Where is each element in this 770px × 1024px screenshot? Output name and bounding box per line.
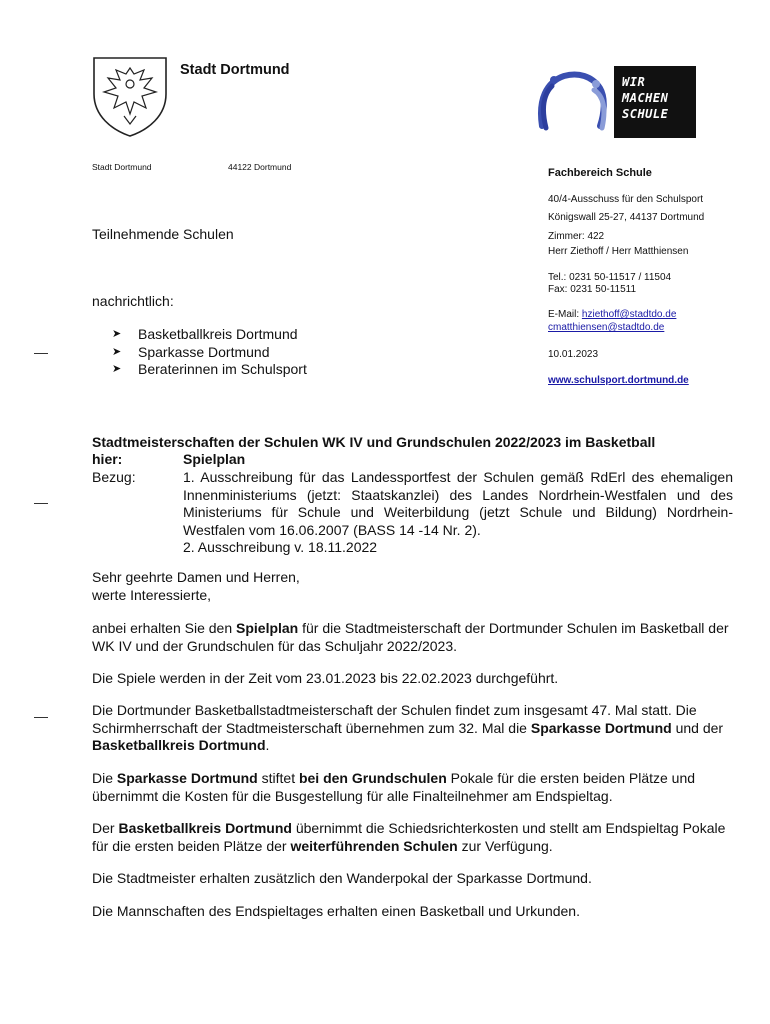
- coat-of-arms-icon: [88, 54, 172, 138]
- paragraph-sparkasse: [92, 770, 732, 805]
- p3-bold: Sparkasse Dortmund: [530, 719, 672, 736]
- cc-label: nachrichtlich:: [92, 293, 174, 309]
- committee: 40/4-Ausschuss für den Schulsport: [548, 194, 704, 205]
- fax: Fax: 0231 50-11511: [548, 284, 637, 295]
- p4-bold: Sparkasse Dortmund: [116, 770, 258, 786]
- sender-line: Stadt Dortmund: [92, 162, 152, 172]
- paragraph-wanderpokal: Die Stadtmeister erhalten zusätzlich den Wanderpokal der Sparkasse Dortmund.: [92, 870, 592, 886]
- fold-mark: [34, 353, 48, 354]
- p4-text: Die: [92, 770, 117, 786]
- hier-label: hier:: [92, 451, 123, 467]
- p4-text: Pokale für die ersten beiden Plätze und übernimmt die Kosten für die Busgestellung für alle Finalteilnehmer am Endspieltag.: [92, 770, 696, 804]
- p3-bold: Basketballkreis Dortmund: [92, 737, 266, 753]
- list-item: [112, 326, 307, 344]
- cc-item-label: Sparkasse Dortmund: [138, 343, 270, 360]
- salutation-line-2: werte Interessierte,: [92, 586, 212, 603]
- logo-text: [614, 66, 696, 138]
- city-name: Stadt Dortmund: [180, 62, 290, 78]
- email-row-2: [548, 321, 664, 334]
- cc-list: [112, 326, 307, 379]
- email-link-matthiensen[interactable]: cmatthiensen@stadtdo.de: [548, 322, 665, 333]
- arrow-icon: ➤: [112, 345, 122, 358]
- bezug-item-1: 1. Ausschreibung für das Landessportfest der Schulen gemäß RdErl des ehemaligen Innenministeriums (jetzt: Staatskanzlei) des Landes Nordrhein-Westfalen und des Ministeriums für Schule und Weiterbildung (jetzt Schule und Bildung) Nordrhein-Westfalen vom 16.06.2007 (BASS 14 -14 Nr. 2).: [183, 469, 733, 538]
- list-item: [112, 361, 307, 379]
- p5-bold: Basketballkreis Dortmund: [118, 820, 292, 836]
- p1-text: für die Stadtmeisterschaft der Dortmunder Schulen im Basketball der WK IV und der Grundschulen für das Schuljahr 2022/2023.: [92, 620, 729, 654]
- email-row: [548, 308, 676, 321]
- cc-item-label: Basketballkreis Dortmund: [138, 326, 298, 342]
- persons: Herr Ziethoff / Herr Matthiensen: [548, 246, 689, 257]
- letter-date: 10.01.2023: [548, 349, 599, 360]
- list-item: [112, 344, 307, 362]
- bezug-value: [183, 469, 733, 557]
- bezug-label: Bezug:: [92, 469, 136, 485]
- sender-zip: 44122 Dortmund: [228, 162, 292, 172]
- arrow-icon: ➤: [112, 328, 122, 340]
- p4-text: stiftet: [257, 770, 299, 786]
- room: Zimmer: 422: [548, 231, 605, 242]
- website-link-row: [548, 374, 689, 387]
- p5-text: Der: [92, 820, 119, 836]
- address: Königswall 25-27, 44137 Dortmund: [548, 212, 705, 223]
- email-label: E-Mail:: [548, 309, 582, 320]
- p1-text: anbei erhalten Sie den: [92, 620, 236, 636]
- p3-text: Die Dortmunder Basketballstadtmeisterschaft der Schulen findet zum insgesamt 47. Mal statt. Die Schirmherrschaft der Stadtmeisterschaft übernehmen zum 32. Mal die: [92, 702, 697, 736]
- wir-machen-schule-logo: [534, 66, 696, 138]
- hier-value: Spielplan: [183, 451, 246, 467]
- recipient: Teilnehmende Schulen: [92, 226, 234, 242]
- website-link[interactable]: www.schulsport.dortmund.de: [548, 375, 689, 386]
- logo-text-line: MACHEN: [622, 91, 669, 105]
- subject-title: Stadtmeisterschaften der Schulen WK IV und Grundschulen 2022/2023 im Basketball: [92, 434, 656, 450]
- arch-figures-icon: [534, 66, 614, 138]
- paragraph-urkunden: Die Mannschaften des Endspieltages erhalten einen Basketball und Urkunden.: [92, 903, 580, 919]
- salutation: [92, 569, 732, 604]
- cc-item-label: Beraterinnen im Schulsport: [138, 361, 307, 377]
- paragraph-history: [92, 702, 732, 755]
- fold-mark: [34, 503, 48, 504]
- p3-text: und der: [671, 719, 724, 736]
- paragraph-dates: Die Spiele werden in der Zeit vom 23.01.2023 bis 22.02.2023 durchgeführt.: [92, 670, 559, 686]
- p5-text: zur Verfügung.: [457, 837, 553, 854]
- bezug-item-2: 2. Ausschreibung v. 18.11.2022: [183, 539, 378, 555]
- email-link-ziethoff[interactable]: hziethoff@stadtdo.de: [581, 309, 677, 320]
- logo-text-line: WIR: [622, 75, 646, 89]
- paragraph-spielplan: [92, 620, 732, 655]
- p5-text: übernimmt die Schiedsrichterkosten und stellt am Endspieltag Pokale für die ersten beiden Plätze der: [92, 820, 726, 854]
- p5-bold: weiterführenden Schulen: [290, 837, 458, 854]
- tel: Tel.: 0231 50-11517 / 11504: [548, 272, 672, 283]
- p1-bold: Spielplan: [236, 620, 299, 636]
- p3-text: .: [265, 737, 270, 753]
- fold-mark: [34, 717, 48, 718]
- arrow-icon: ➤: [112, 363, 122, 375]
- bezug-row: [92, 469, 732, 559]
- salutation-line-1: Sehr geehrte Damen und Herren,: [92, 569, 300, 585]
- paragraph-basketballkreis: [92, 820, 732, 855]
- department: Fachbereich Schule: [548, 167, 652, 179]
- hier-row: [92, 451, 732, 469]
- p4-bold: bei den Grundschulen: [298, 770, 447, 786]
- logo-text-line: SCHULE: [622, 107, 669, 121]
